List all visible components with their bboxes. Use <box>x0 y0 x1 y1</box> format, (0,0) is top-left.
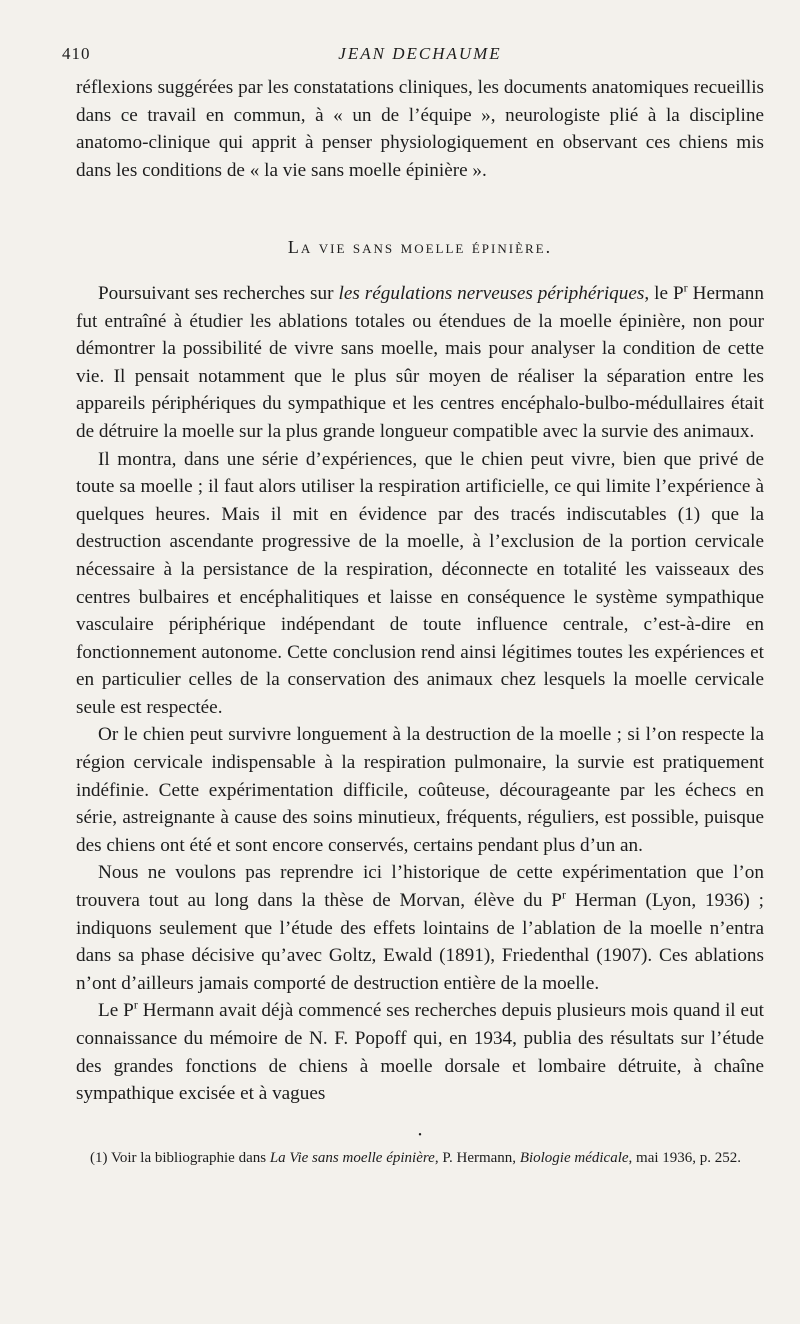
footnote-text-c: , mai 1936, p. 252. <box>628 1149 742 1166</box>
paragraph-2: Il montra, dans une série d’expériences, que le chien peut vivre, bien que privé de toute sa moelle ; il faut alors utiliser la respiration artificielle, ce qui limite l’expérience à quelques heures. Mais il mit en évidence par des tracés indiscutables (1) que la destruction ascendante progressive de la moelle, à l’exclusion de la portion cervicale nécessaire à la persistance de la respiration, déconnecte en totalité les vaisseaux des centres bulbaires et encéphalitiques et laisse en conséquence le système sympathique vasculaire périphérique indépendant de toute influence centrale, c’est-à-dire en fonctionnement autonome. Cette conclusion rend ainsi légitimes toutes les expériences et en particulier celles de la conservation des animaux chez lesquels la moelle cervicale seule est respectée. <box>76 448 764 718</box>
body-text <box>76 74 764 1108</box>
paragraph-1-text-c: Hermann fut entraîné à étudier les ablations totales ou étendues de la moelle épinière, non pour démontrer la possibilité de vivre sans moelle, mais pour analyser la condition de cette vie. Il pensait notamment que le plus sûr moyen de réaliser la séparation entre les appareils périphériques du sympathique et les centres encéphalo-bulbo-médullaires était de détruire la moelle sur la plus grande longueur compatible avec la survie des animaux. <box>76 282 764 442</box>
page-number: 410 <box>62 44 91 63</box>
paragraph-4-text-a: Nous ne voulons pas reprendre ici l’historique de cette expérimentation que l’on trouvera tout au long dans la thèse de Morvan, élève du P <box>76 862 764 912</box>
paragraph-5-text-a: Le P <box>98 1000 134 1022</box>
paragraph-4-text-b: Herman (Lyon, 1936) ; indiquons seulement que l’étude des effets lointains de l’ablation de la moelle n’entra dans sa phase décisive qu’avec Goltz, Ewald (1891), Friedenthal (1907). Ces ablations n’ont d’ailleurs jamais comporté de destruction entière de la moelle. <box>76 890 764 994</box>
paragraph-1 <box>76 280 764 446</box>
footnote-italic-title: La Vie sans moelle épinière <box>269 1149 435 1166</box>
paragraph-1-sup: r <box>683 280 688 295</box>
paragraph-3: Or le chien peut survivre longuement à la destruction de la moelle ; si l’on respecte la région cervicale indispensable à la respiration pulmonaire, la survie est pratiquement indéfinie. Cette expérimentation difficile, coûteuse, décourageante par les échecs en série, astreignante à cause des soins minutieux, fréquents, réguliers, est possible, puisque des chiens ont été et sont encore conservés, certains pendant plus d’un an. <box>76 724 764 856</box>
paragraph-5-text-b: Hermann avait déjà commencé ses recherches depuis plusieurs mois quand il eut connaissance du mémoire de N. F. Popoff qui, en 1934, publia des résultats sur l’étude des grandes fonctions de chiens à moelle dorsale et lombaire détruite, à chaîne sympathique excisée et à vagues <box>76 1000 764 1105</box>
page-ornament: • <box>418 1129 422 1141</box>
footnote <box>76 1148 764 1168</box>
running-title: JEAN DECHAUME <box>338 44 502 63</box>
section-heading: La vie sans moelle épinière. <box>287 237 553 258</box>
paragraph-5-sup: r <box>133 998 138 1013</box>
paragraph-1-italic: les régulations nerveuses périphériques <box>338 282 645 304</box>
paragraph-1-text-b: , le P <box>644 282 684 304</box>
paragraph-1-text-a: Poursuivant ses recherches sur <box>98 282 339 304</box>
footnote-text-a: (1) Voir la bibliographie dans <box>90 1149 270 1166</box>
paragraph-4 <box>76 859 764 997</box>
footnote-text-b: , P. Hermann, <box>434 1149 520 1166</box>
paragraph-5 <box>76 997 764 1107</box>
paragraph-4-sup: r <box>561 887 566 902</box>
intro-paragraph: réflexions suggérées par les constatations cliniques, les documents anatomiques recueillis dans ce travail en commun, à « un de l’équipe », neurologiste plié à la discipline anatomo-clinique qui apprit à penser physiologiquement en observant ces chiens mis dans les conditions de « la vie sans moelle épinière ». <box>76 77 764 181</box>
footnote-italic-journal: Biologie médicale <box>519 1149 629 1166</box>
running-head <box>62 40 764 74</box>
